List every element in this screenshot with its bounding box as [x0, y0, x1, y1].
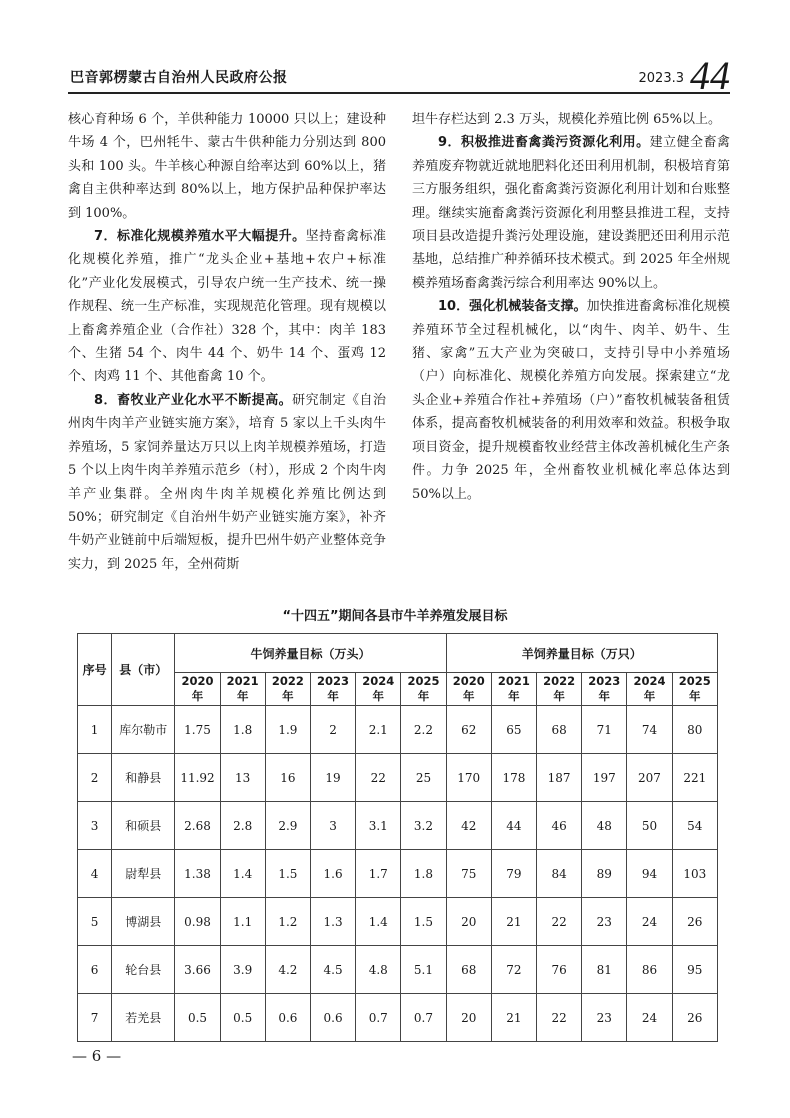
sheep-value: 197: [582, 754, 627, 802]
section-heading: 8．畜牧业产业化水平不断提高。: [94, 392, 293, 408]
sheep-value: 72: [491, 946, 536, 994]
sheep-value: 26: [672, 898, 717, 946]
cattle-value: 4.8: [356, 946, 401, 994]
cattle-value: 1.8: [220, 706, 265, 754]
publication-title: 巴音郭楞蒙古自治州人民政府公报: [70, 70, 288, 86]
table-row: [78, 994, 718, 1042]
sheep-value: 68: [536, 706, 581, 754]
county-name: 库尔勒市: [112, 706, 175, 754]
table-row: [78, 946, 718, 994]
year-header: 2020 年: [175, 673, 220, 706]
row-index: 7: [78, 994, 112, 1042]
cattle-value: 1.4: [220, 850, 265, 898]
table-row: [78, 802, 718, 850]
table-title: “十四五”期间各县市牛羊养殖发展目标: [282, 609, 508, 624]
sheep-value: 89: [582, 850, 627, 898]
cattle-value: 1.5: [401, 898, 446, 946]
year-header: 2024 年: [356, 673, 401, 706]
sheep-value: 46: [536, 802, 581, 850]
paragraph-text: 加快推进畜禽标准化规模养殖环节全过程机械化，以“肉牛、肉羊、奶牛、生猪、家禽”五大产业为突破口，支持引导中小养殖场（户）向标准化、规模化养殖方向发展。探索建立“龙头企业+养殖合作社+养殖场（户）”畜牧机械装备租赁体系，提高畜牧机械装备的利用效率和效益。积极争取项目资金，提升规模畜牧业经营主体改善机械化生产条件。力争 2025 年，全州畜牧业机械化率总体达到 50%以上。: [412, 299, 730, 502]
cattle-value: 0.5: [220, 994, 265, 1042]
sheep-value: 21: [491, 994, 536, 1042]
cattle-value: 1.5: [265, 850, 310, 898]
sheep-value: 48: [582, 802, 627, 850]
cattle-value: 1.75: [175, 706, 220, 754]
page-footer: — 6 —: [72, 1047, 122, 1065]
paragraph-text: 建立健全畜禽养殖废弃物就近就地肥料化还田利用机制，积极培育第三方服务组织，强化畜禽粪污资源化利用计划和台账整理。继续实施畜禽粪污资源化利用整县推进工程，支持项目县改造提升粪污处理设施，建设粪肥还田利用示范基地，总结推广种养循环技术模式。到 2025 年全州规模养殖场畜禽粪污综合利用率达 90%以上。: [412, 135, 730, 291]
row-index: 6: [78, 946, 112, 994]
group-header-cattle: 牛饲养量目标（万头）: [175, 634, 446, 673]
cattle-value: 2.2: [401, 706, 446, 754]
cattle-value: 1.38: [175, 850, 220, 898]
issue-number: 2023.3: [638, 71, 684, 86]
left-column: [68, 108, 386, 583]
sheep-value: 74: [627, 706, 672, 754]
cattle-value: 2: [310, 706, 355, 754]
cattle-value: 1.8: [401, 850, 446, 898]
cattle-value: 2.8: [220, 802, 265, 850]
year-header: 2024 年: [627, 673, 672, 706]
row-index: 4: [78, 850, 112, 898]
cattle-value: 1.7: [356, 850, 401, 898]
article-body: [68, 108, 730, 583]
sheep-value: 71: [582, 706, 627, 754]
table-body: [78, 706, 718, 1042]
year-header: 2025 年: [672, 673, 717, 706]
county-name: 尉犁县: [112, 850, 175, 898]
sheep-value: 23: [582, 898, 627, 946]
sheep-value: 62: [446, 706, 491, 754]
county-name: 和静县: [112, 754, 175, 802]
cattle-value: 4.5: [310, 946, 355, 994]
section-heading: 9．积极推进畜禽粪污资源化利用。: [438, 135, 650, 151]
right-column: [412, 108, 730, 583]
livestock-target-table: [77, 633, 718, 1042]
cattle-value: 1.3: [310, 898, 355, 946]
paragraph: [68, 225, 386, 389]
cattle-value: 25: [401, 754, 446, 802]
sheep-value: 23: [582, 994, 627, 1042]
row-index: 3: [78, 802, 112, 850]
cattle-value: 0.5: [175, 994, 220, 1042]
paragraph: [412, 131, 730, 295]
cattle-value: 16: [265, 754, 310, 802]
year-header: 2021 年: [220, 673, 265, 706]
year-header: 2023 年: [310, 673, 355, 706]
sheep-value: 81: [582, 946, 627, 994]
sheep-value: 207: [627, 754, 672, 802]
cattle-value: 13: [220, 754, 265, 802]
sheep-value: 221: [672, 754, 717, 802]
cattle-value: 3.9: [220, 946, 265, 994]
county-name: 博湖县: [112, 898, 175, 946]
sheep-value: 187: [536, 754, 581, 802]
sheep-value: 44: [491, 802, 536, 850]
cattle-value: 0.7: [356, 994, 401, 1042]
cattle-value: 2.9: [265, 802, 310, 850]
county-name: 和硕县: [112, 802, 175, 850]
cattle-value: 1.1: [220, 898, 265, 946]
cattle-value: 0.98: [175, 898, 220, 946]
issue-page-number: 44: [690, 53, 730, 98]
year-header: 2025 年: [401, 673, 446, 706]
cattle-value: 2.1: [356, 706, 401, 754]
section-heading: 10．强化机械装备支撑。: [438, 299, 587, 315]
paragraph-text: 坚持畜禽标准化规模化养殖，推广“龙头企业+基地+农户+标准化”产业化发展模式，引导农户统一生产技术、统一操作规程、统一生产标准，实现规范化管理。现有规模以上畜禽养殖企业（合作社）328 个，其中：肉羊 183 个、生猪 54 个、肉牛 44 个、奶牛 14 个、蛋鸡 12 个、肉鸡 11 个、其他畜禽 10 个。: [68, 229, 386, 385]
sheep-value: 94: [627, 850, 672, 898]
sheep-value: 20: [446, 898, 491, 946]
year-header: 2020 年: [446, 673, 491, 706]
cattle-value: 3.2: [401, 802, 446, 850]
sheep-value: 75: [446, 850, 491, 898]
table-row: [78, 706, 718, 754]
table-row: [78, 898, 718, 946]
paragraph: [412, 295, 730, 506]
sheep-value: 24: [627, 898, 672, 946]
sheep-value: 54: [672, 802, 717, 850]
county-name: 若羌县: [112, 994, 175, 1042]
table-row: [78, 754, 718, 802]
cattle-value: 3.1: [356, 802, 401, 850]
cattle-value: 5.1: [401, 946, 446, 994]
cattle-value: 22: [356, 754, 401, 802]
paragraph: 坦牛存栏达到 2.3 万头，规模化养殖比例 65%以上。: [412, 112, 721, 127]
cattle-value: 11.92: [175, 754, 220, 802]
group-header-sheep: 羊饲养量目标（万只）: [446, 634, 717, 673]
year-header: 2023 年: [582, 673, 627, 706]
sheep-value: 76: [536, 946, 581, 994]
sheep-value: 21: [491, 898, 536, 946]
col-header-county: 县（市）: [112, 634, 175, 706]
sheep-value: 26: [672, 994, 717, 1042]
cattle-value: 2.68: [175, 802, 220, 850]
col-header-index: 序号: [78, 634, 112, 706]
paragraph: 核心育种场 6 个，羊供种能力 10000 只以上；建设种牛场 4 个，巴州牦牛、蒙古牛供种能力分别达到 800 头和 100 头。牛羊核心种源自给率达到 60%以上，猪禽自主供种率达到 80%以上，地方保护品种保护率达到 100%。: [68, 112, 386, 221]
year-header: 2022 年: [265, 673, 310, 706]
sheep-value: 68: [446, 946, 491, 994]
sheep-value: 65: [491, 706, 536, 754]
cattle-value: 19: [310, 754, 355, 802]
table-row: [78, 850, 718, 898]
sheep-value: 84: [536, 850, 581, 898]
sheep-value: 170: [446, 754, 491, 802]
cattle-value: 1.9: [265, 706, 310, 754]
row-index: 5: [78, 898, 112, 946]
cattle-value: 4.2: [265, 946, 310, 994]
section-heading: 7．标准化规模养殖水平大幅提升。: [94, 229, 306, 245]
year-header: 2022 年: [536, 673, 581, 706]
cattle-value: 0.7: [401, 994, 446, 1042]
cattle-value: 3.66: [175, 946, 220, 994]
paragraph-text: 研究制定《自治州肉牛肉羊产业链实施方案》，培育 5 家以上千头肉牛养殖场，5 家饲养量达万只以上肉羊规模养殖场，打造 5 个以上肉牛肉羊养殖示范乡（村），形成 2 个肉牛肉羊产业集群。全州肉牛肉羊规模化养殖比例达到 50%；研究制定《自治州牛奶产业链实施方案》，补齐牛奶产业链前中后端短板，提升巴州牛奶产业整体竞争实力，到 2025 年，全州荷斯: [68, 392, 386, 572]
sheep-value: 86: [627, 946, 672, 994]
cattle-value: 1.6: [310, 850, 355, 898]
sheep-value: 24: [627, 994, 672, 1042]
row-index: 1: [78, 706, 112, 754]
sheep-value: 50: [627, 802, 672, 850]
sheep-value: 103: [672, 850, 717, 898]
sheep-value: 178: [491, 754, 536, 802]
year-header: 2021 年: [491, 673, 536, 706]
paragraph: [68, 389, 386, 576]
sheep-value: 20: [446, 994, 491, 1042]
sheep-value: 95: [672, 946, 717, 994]
sheep-value: 79: [491, 850, 536, 898]
cattle-value: 0.6: [310, 994, 355, 1042]
row-index: 2: [78, 754, 112, 802]
sheep-value: 22: [536, 898, 581, 946]
page-header: [68, 52, 730, 98]
sheep-value: 42: [446, 802, 491, 850]
cattle-value: 0.6: [265, 994, 310, 1042]
sheep-value: 22: [536, 994, 581, 1042]
sheep-value: 80: [672, 706, 717, 754]
cattle-value: 1.2: [265, 898, 310, 946]
cattle-value: 3: [310, 802, 355, 850]
cattle-value: 1.4: [356, 898, 401, 946]
county-name: 轮台县: [112, 946, 175, 994]
